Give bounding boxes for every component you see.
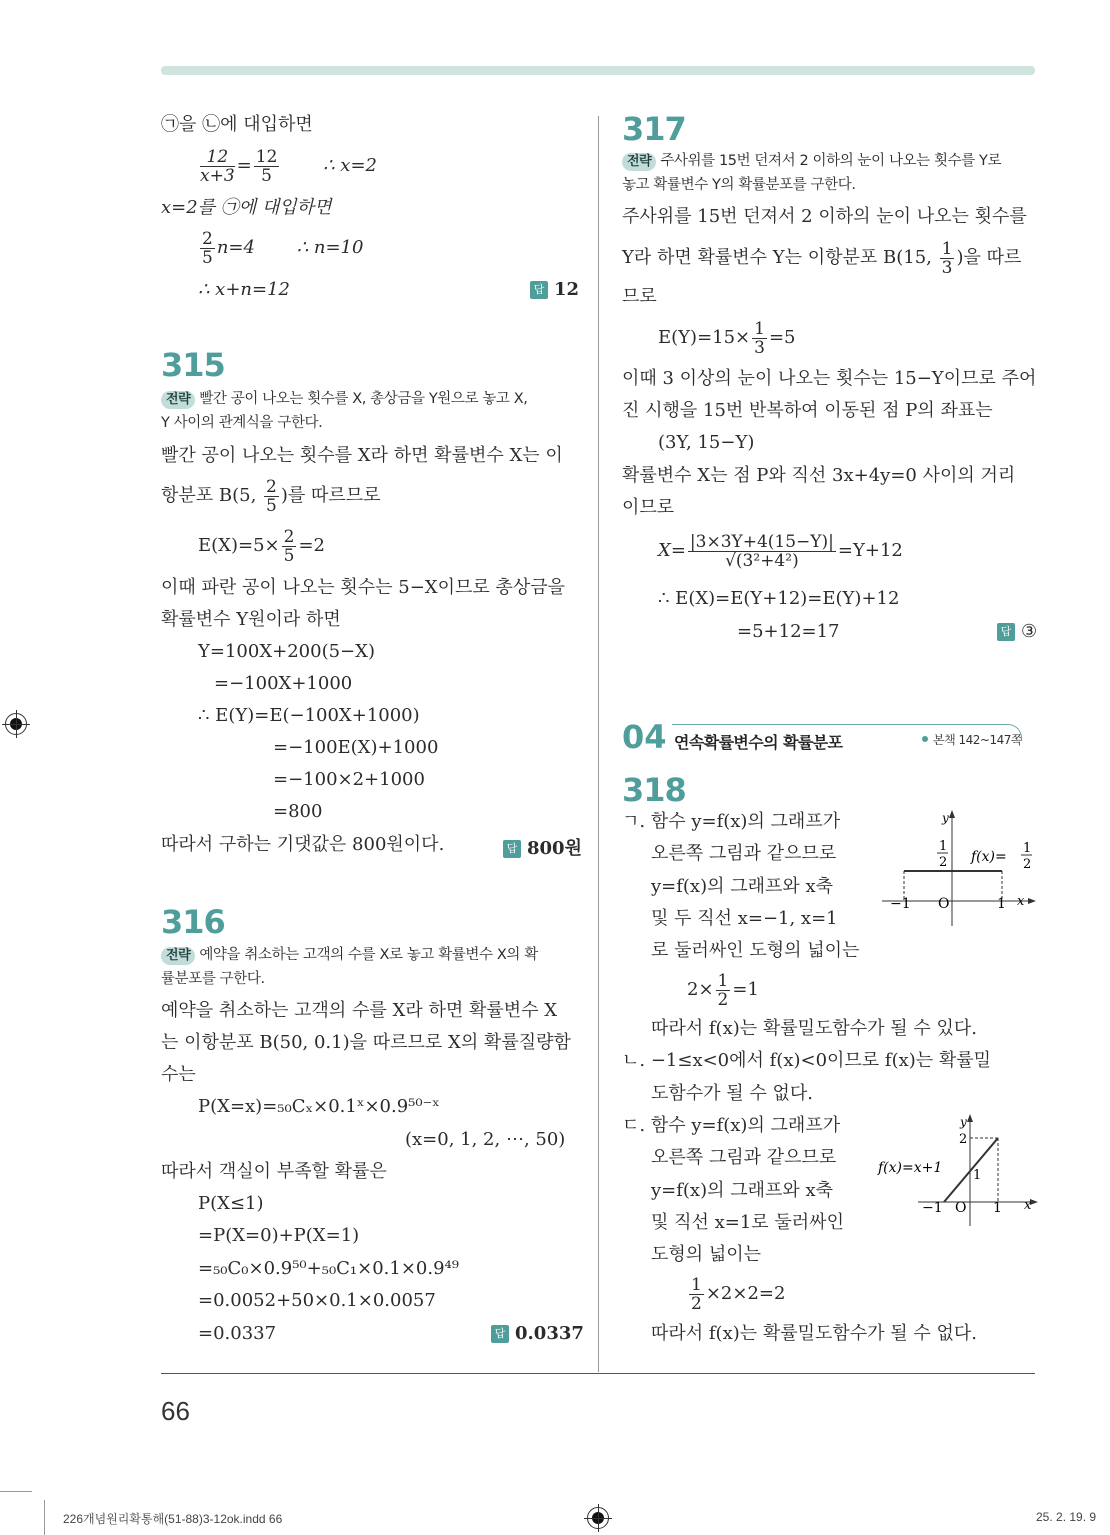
text-line: 따라서 구하는 기댓값은 800원이다. [161,834,445,855]
text-line: 수는 [161,1064,196,1085]
equation: P(X=x)=₅₀Cₓ×0.1ˣ×0.9⁵⁰⁻ˣ [198,1096,440,1117]
footer-rule [161,1373,1035,1374]
problem-number: 316 [161,903,225,941]
slug-date: 25. 2. 19. 9 [1036,1510,1097,1524]
equation: =0.0052+50×0.1×0.0057 [198,1290,436,1311]
text-line: y=f(x)의 그래프와 x축 [651,1180,834,1201]
svg-text:2: 2 [1023,857,1032,872]
answer-label: 답 800원 [503,834,582,860]
text-line: 주사위를 15번 던져서 2 이하의 눈이 나오는 횟수를 [622,206,1027,227]
svg-text:1: 1 [997,896,1006,912]
equation: =800 [273,801,323,822]
strategy-badge: 전략 [161,391,195,409]
svg-text:f(x)=x+1: f(x)=x+1 [878,1160,943,1176]
section-reference: 본책 142~147쪽 [922,731,1022,748]
crop-mark [0,1491,32,1492]
svg-text:x: x [1024,1198,1032,1213]
equation: ∴ x+n=12 [198,279,290,300]
text-line: 항분포 B(5, $\frac{2}{5}$ )를 따르므로 [161,476,381,516]
slug-filename: 226개념원리확통해(51-88)3-12ok.indd 66 [63,1512,283,1526]
problem-number: 315 [161,346,225,384]
column-divider [598,116,599,1372]
equation: 2× $\frac{1}{2}$ =1 [687,970,759,1010]
svg-text:O: O [955,1200,967,1216]
text-line: 므로 [622,286,657,307]
section-title: 연속확률변수의 확률분포 [674,733,843,752]
equation: $\frac{12}{x+3}$ = $\frac{12}{5}$ ∴ x=2 [200,146,377,186]
strategy-text: 전략 빨간 공이 나오는 횟수를 X, 총상금을 Y원으로 놓고 X, [161,388,527,410]
answer-icon: 답 [491,1325,509,1343]
answer-label: 답 0.0337 [491,1323,584,1344]
svg-text:2: 2 [959,1132,968,1147]
svg-text:y: y [942,811,949,825]
text-line: 및 직선 x=1로 둘러싸인 [651,1212,844,1233]
strategy-badge: 전략 [161,947,195,965]
svg-text:2: 2 [939,855,948,870]
text-line: ㉠을 ㉡에 대입하면 [161,114,313,135]
answer-icon: 답 [997,623,1015,641]
text-line: 오른쪽 그림과 같으므로 [651,843,837,864]
graph-linear-function [876,1112,1041,1227]
answer-icon: 답 [530,281,548,299]
text-line: 이때 3 이상의 눈이 나오는 횟수는 15−Y이므로 주어 [622,368,1037,389]
answer-icon: 답 [503,840,521,858]
crop-mark [44,1500,45,1535]
answer-label: 답 ③ [997,621,1037,642]
header-bar [161,66,1035,75]
equation: =P(X=0)+P(X=1) [198,1225,360,1246]
text-line: 예약을 취소하는 고객의 수를 X라 하면 확률변수 X [161,1000,558,1021]
equation: =−100X+1000 [214,673,353,694]
text-line: 따라서 f(x)는 확률밀도함수가 될 수 있다. [651,1018,978,1039]
strategy-text: 전략 주사위를 15번 던져서 2 이하의 눈이 나오는 횟수를 Y로 [622,150,1001,172]
page-number: 66 [161,1396,190,1426]
equation: P(X≤1) [198,1193,264,1214]
equation: E(Y)=15× $\frac{1}{3}$ =5 [658,318,796,358]
text-line: x=2를 ㉠에 대입하면 [161,197,332,218]
text-line: Y라 하면 확률변수 Y는 이항분포 B(15, $\frac{1}{3}$ )을 따르 [622,238,1022,278]
strategy-text: Y 사이의 관계식을 구한다. [161,415,323,431]
svg-text:f(x)=: f(x)= [971,849,1007,865]
text-line: 오른쪽 그림과 같으므로 [651,1147,837,1168]
equation: $\frac{1}{2}$ ×2×2=2 [691,1274,786,1314]
text-line: 따라서 f(x)는 확률밀도함수가 될 수 없다. [651,1323,978,1344]
equation: X= $\frac{|3\times 3Y+4(15-Y)|}{\text{√(3²+4²)}}$ =Y+12 [658,531,903,571]
registration-mark-icon [5,713,27,735]
equation: E(X)=5× $\frac{2}{5}$ =2 [198,526,325,566]
text-line: 확률변수 X는 점 P와 직선 3x+4y=0 사이의 거리 [622,465,1016,486]
text-line: 이므로 [622,497,675,518]
text-line: 이때 파란 공이 나오는 횟수는 5−X이므로 총상금을 [161,577,566,598]
svg-text:O: O [938,896,950,912]
text-line: 는 이항분포 B(50, 0.1)을 따르므로 X의 확률질량함 [161,1032,571,1053]
answer-label: 답 12 [530,279,579,300]
section-number: 04 [622,718,667,756]
text-line: ㄴ. −1≤x<0에서 f(x)<0이므로 f(x)는 확률밀 [622,1050,992,1071]
graph-constant-function [880,808,1040,928]
text-line: ㄱ. 함수 y=f(x)의 그래프가 [622,811,841,832]
section-header [622,720,1036,760]
equation: =−100E(X)+1000 [273,737,439,758]
equation: (x=0, 1, 2, ⋯, 50) [405,1129,566,1150]
svg-text:−1: −1 [890,896,911,912]
text-line: 확률변수 Y원이라 하면 [161,609,341,630]
strategy-text: 전략 예약을 취소하는 고객의 수를 X로 놓고 확률변수 X의 확 [161,944,538,966]
text-line: y=f(x)의 그래프와 x축 [651,876,834,897]
problem-number: 318 [622,771,686,809]
text-line: 및 두 직선 x=−1, x=1 [651,908,838,929]
equation: ∴ E(Y)=E(−100X+1000) [198,705,420,726]
equation: =5+12=17 [737,621,840,642]
svg-text:1: 1 [1023,841,1032,856]
svg-text:1: 1 [973,1168,982,1183]
text-line: 따라서 객실이 부족할 확률은 [161,1161,387,1182]
svg-text:1: 1 [993,1200,1002,1216]
equation: Y=100X+200(5−X) [198,641,375,662]
equation: ∴ E(X)=E(Y+12)=E(Y)+12 [658,588,900,609]
svg-text:x: x [1017,894,1025,909]
equation: =₅₀C₀×0.9⁵⁰+₅₀C₁×0.1×0.9⁴⁹ [198,1258,459,1279]
text-line: 빨간 공이 나오는 횟수를 X라 하면 확률변수 X는 이 [161,445,563,466]
problem-number: 317 [622,110,686,148]
strategy-text: 률분포를 구한다. [161,971,265,987]
equation: (3Y, 15−Y) [658,432,755,453]
strategy-text: 놓고 확률변수 Y의 확률분포를 구한다. [622,177,856,193]
equation: =0.0337 [198,1323,277,1344]
text-line: 도함수가 될 수 없다. [651,1083,813,1104]
text-line: 로 둘러싸인 도형의 넓이는 [651,940,860,961]
strategy-badge: 전략 [622,153,656,171]
equation: =−100×2+1000 [273,769,425,790]
text-line: 도형의 넓이는 [651,1244,762,1265]
svg-text:y: y [960,1115,967,1129]
text-line: 진 시행을 15번 반복하여 이동된 점 P의 좌표는 [622,400,993,421]
svg-text:−1: −1 [922,1200,943,1216]
registration-mark-icon [587,1507,609,1529]
equation: $\frac{2}{5}$ n=4 ∴ n=10 [202,228,364,268]
svg-text:1: 1 [939,839,948,854]
text-line: ㄷ. 함수 y=f(x)의 그래프가 [622,1115,841,1136]
